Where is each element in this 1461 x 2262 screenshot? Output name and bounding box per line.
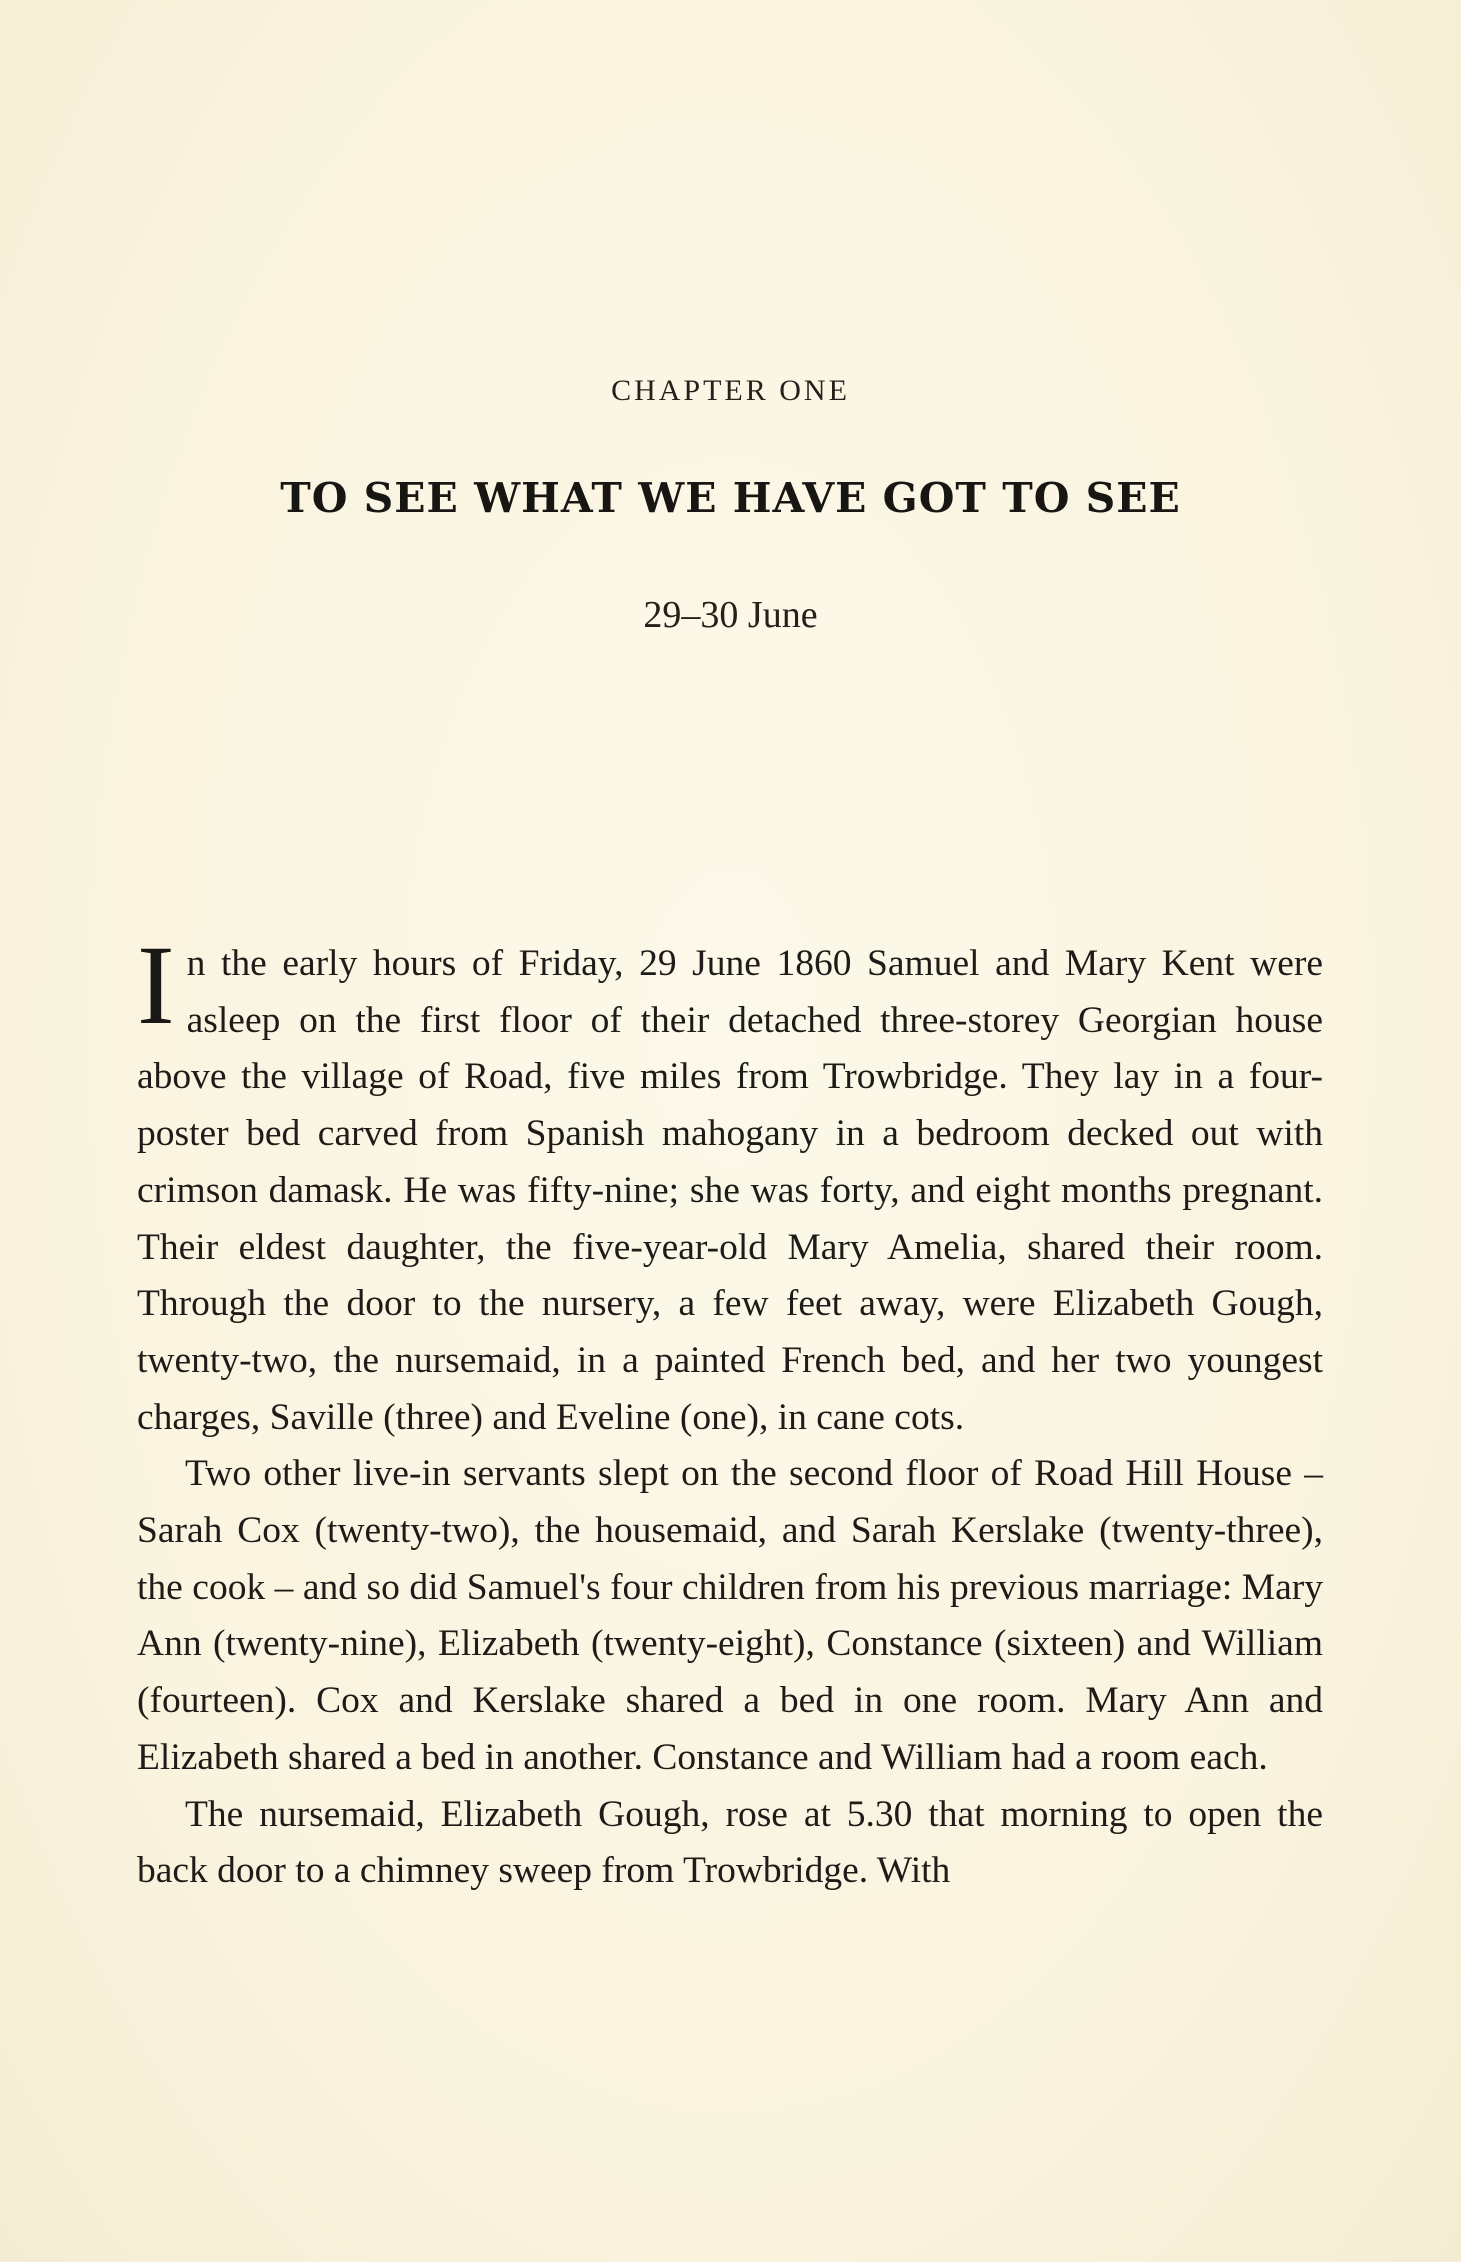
drop-cap: I bbox=[137, 923, 175, 1048]
paragraph-3: The nursemaid, Elizabeth Gough, rose at 5.30 that morning to open the back door to a chimney sweep from Trowbridge. With bbox=[137, 1793, 1323, 1892]
paragraph-1 bbox=[137, 923, 1323, 1446]
chapter-label: CHAPTER ONE bbox=[611, 374, 850, 407]
body-text bbox=[137, 923, 1323, 1900]
chapter-title: TO SEE WHAT WE HAVE GOT TO SEE bbox=[280, 474, 1181, 522]
paragraph-1-text: n the early hours of Friday, 29 June 1860 Samuel and Mary Kent were asleep on the first floor of their detached three-storey Georgian house above the village of Road, five miles from Trowbridge. They lay in a four-poster bed carved from Spanish mahogany in a bedroom decked out with crimson damask. He was fifty-nine; she was forty, and eight months pregnant. Their eldest daughter, the five-year-old Mary Amelia, shared their room. Through the door to the nursery, a few feet away, were Elizabeth Gough, twenty-two, the nursemaid, in a painted French bed, and her two youngest charges, Saville (three) and Eveline (one), in cane cots. bbox=[137, 943, 1323, 1438]
paragraph-2: Two other live-in servants slept on the second floor of Road Hill House – Sarah Cox (twenty-two), the housemaid, and Sarah Kerslake (twenty-three), the cook – and so did Samuel's four children from his previous marriage: Mary Ann (twenty-nine), Elizabeth (twenty-eight), Constance (sixteen) and William (fourteen). Cox and Kerslake shared a bed in one room. Mary Ann and Elizabeth shared a bed in another. Constance and William had a room each. bbox=[137, 1453, 1323, 1778]
chapter-date: 29–30 June bbox=[643, 594, 818, 636]
